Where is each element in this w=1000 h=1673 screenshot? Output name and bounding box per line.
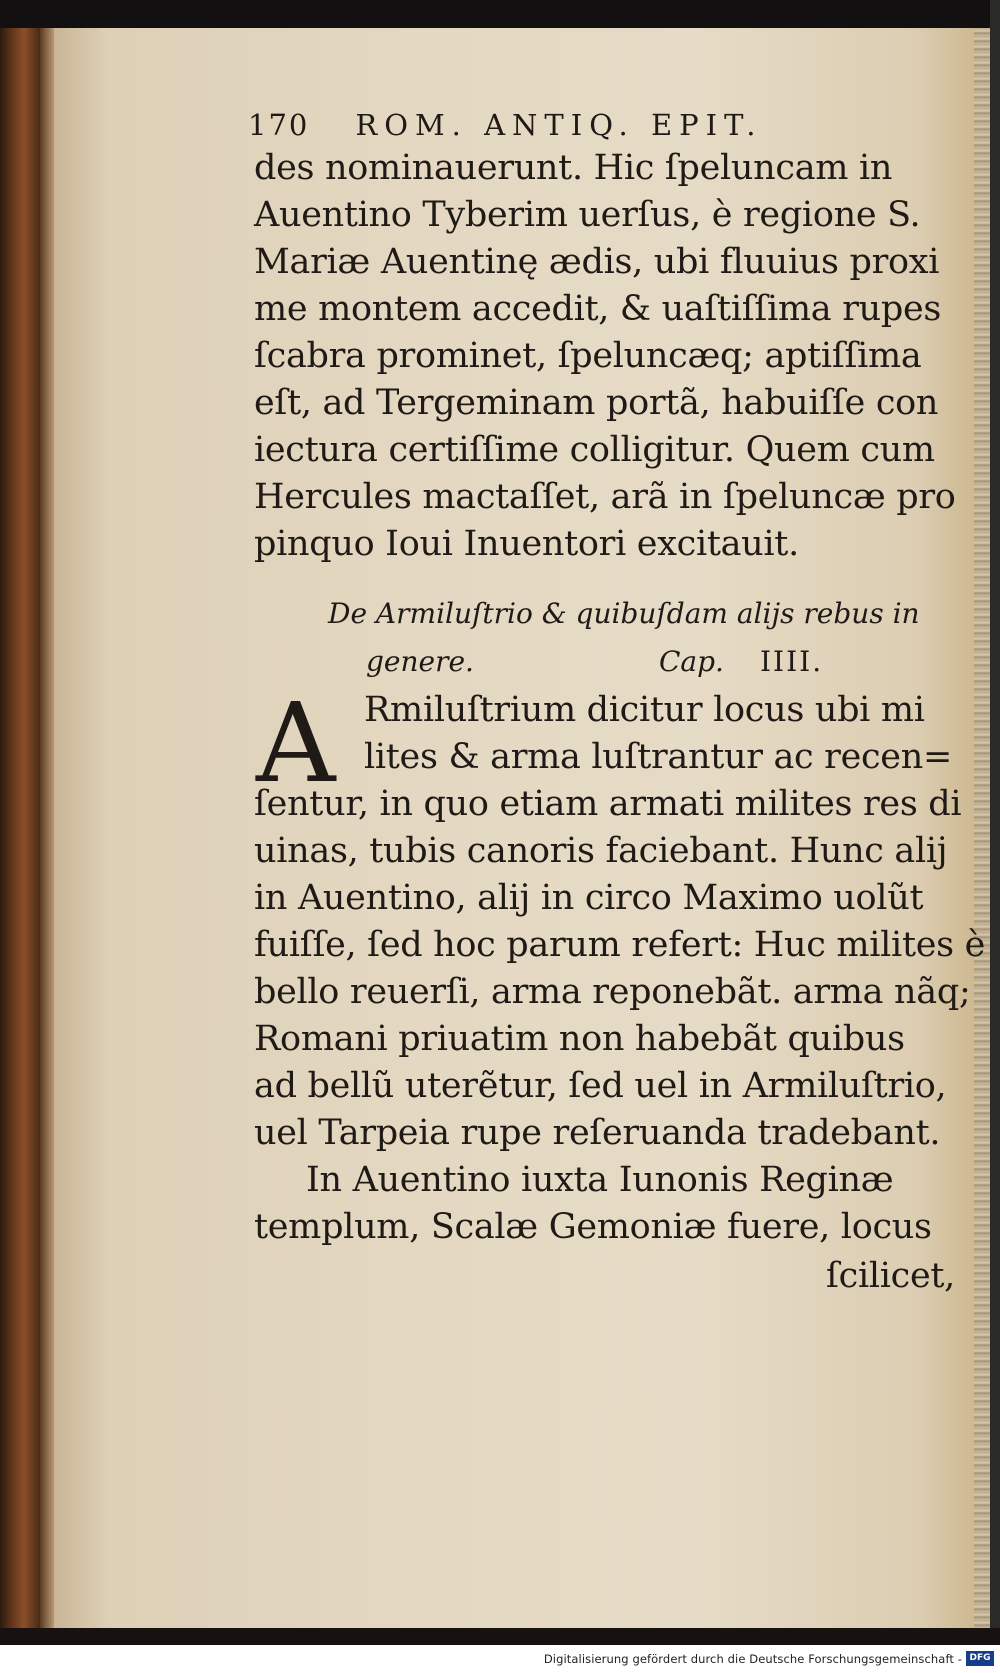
catchword: ſcilicet, <box>826 1256 955 1296</box>
text-line: eſt, ad Tergeminam portã, habuiſſe con <box>254 383 939 423</box>
text-line: ad bellũ uterẽtur, ſed uel in Armiluſtrio, <box>254 1066 947 1106</box>
text-line: templum, Scalæ Gemoniæ fuere, locus <box>254 1207 932 1247</box>
text-line: ſcabra prominet, ſpeluncæq; aptiſſima <box>254 336 922 376</box>
text-line: lites & arma luſtrantur ac recen= <box>364 737 952 777</box>
page-number: 170 <box>248 108 310 142</box>
chapter-heading-line2: genere. <box>366 645 474 678</box>
text-line: uinas, tubis canoris faciebant. Hunc alij <box>254 831 948 871</box>
footer-bar <box>0 1645 1000 1673</box>
text-line: uel Tarpeia rupe reſeruanda tradebant. <box>254 1113 941 1153</box>
text-line: in Auentino, alij in circo Maximo uolũt <box>254 878 924 918</box>
scan-top-border <box>0 0 1000 28</box>
page-edges <box>974 28 990 1633</box>
scan-right-border <box>990 0 1000 1645</box>
scan-bottom-border <box>0 1628 1000 1645</box>
running-header <box>248 108 888 142</box>
text-line: fuiſſe, ſed hoc parum refert: Huc milites è <box>254 925 986 965</box>
text-line: Hercules mactaſſet, arã in ſpeluncæ pro <box>254 477 956 517</box>
dfg-logo: DFG <box>966 1651 994 1666</box>
text-line: Romani priuatim non habebãt quibus <box>254 1019 905 1059</box>
gutter-shadow <box>40 28 54 1638</box>
chapter-label: Cap. <box>659 645 724 678</box>
text-line: bello reuerſi, arma reponebãt. arma nãq; <box>254 972 971 1012</box>
text-line: In Auentino iuxta Iunonis Reginæ <box>306 1160 894 1200</box>
text-line: iectura certiſſime colligitur. Quem cum <box>254 430 935 470</box>
text-line: Rmiluſtrium dicitur locus ubi mi <box>364 690 925 730</box>
book-spine <box>0 28 40 1638</box>
text-line: Mariæ Auentinę ædis, ubi fluuius proxi <box>254 242 940 282</box>
drop-cap: A <box>256 679 336 807</box>
text-line: pinquo Ioui Inuentori excitauit. <box>254 524 799 564</box>
funding-credit: Digitalisierung gefördert durch die Deutsche Forschungsgemeinschaft - <box>543 1652 962 1666</box>
chapter-number: IIII. <box>760 645 824 678</box>
text-line: des nominauerunt. Hic ſpeluncam in <box>254 148 893 188</box>
text-line: ſentur, in quo etiam armati milites res di <box>254 784 962 824</box>
chapter-heading-line1: De Armiluſtrio & quibuſdam alijs rebus in <box>328 597 920 630</box>
running-title: ROM. ANTIQ. EPIT. <box>355 108 763 142</box>
text-line: me montem accedit, & uaſtiſſima rupes <box>254 289 942 329</box>
text-line: Auentino Tyberim uerſus, è regione S. <box>254 195 921 235</box>
